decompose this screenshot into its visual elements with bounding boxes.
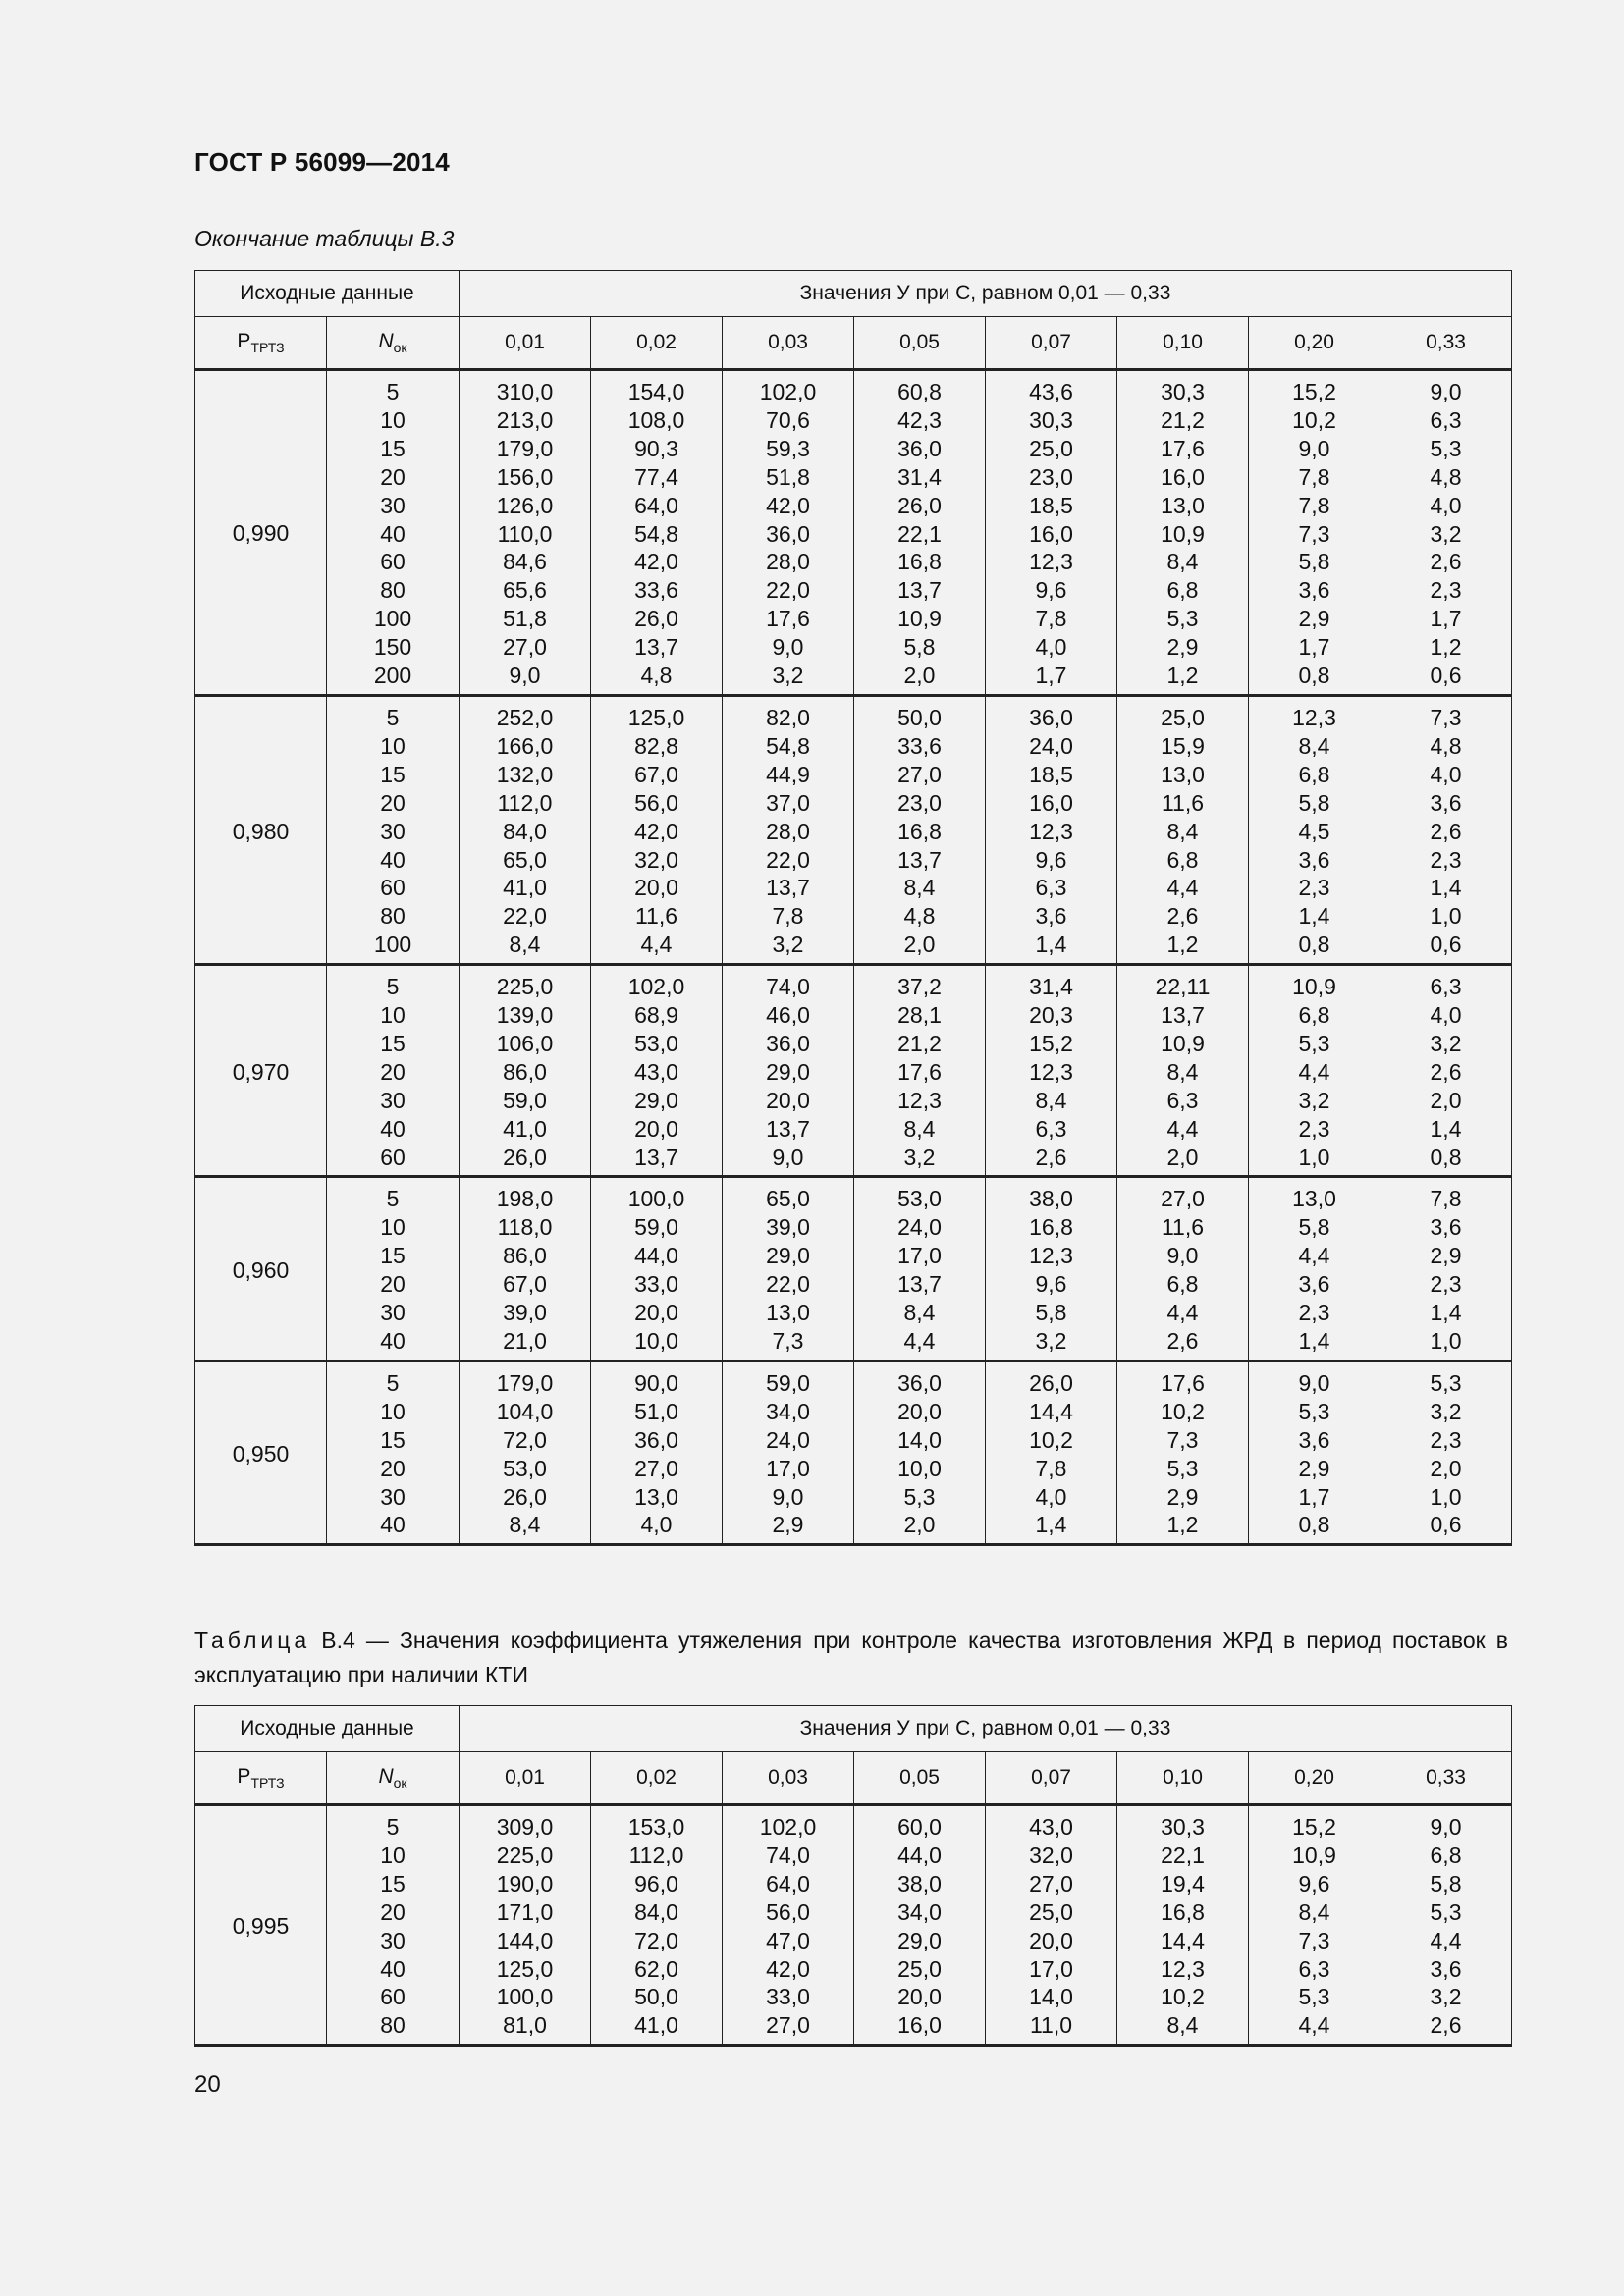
- table-row: [195, 695, 1512, 964]
- source-data-header: Исходные данные: [195, 271, 460, 317]
- value-cell: 153,0 112,0 96,0 84,0 72,0 62,0 50,0 41,0: [591, 1805, 723, 2046]
- value-cell: 225,0 139,0 106,0 86,0 59,0 41,0 26,0: [460, 965, 591, 1177]
- value-cell: 12,3 8,4 6,8 5,8 4,5 3,6 2,3 1,4 0,8: [1249, 695, 1380, 964]
- table-row: [195, 370, 1512, 696]
- page-number: 20: [194, 2071, 221, 2098]
- value-cell: 102,0 70,6 59,3 51,8 42,0 36,0 28,0 22,0 17,6 9,0 3,2: [723, 370, 854, 696]
- value-cell: 38,0 16,8 12,3 9,6 5,8 3,2: [986, 1177, 1117, 1361]
- p-column-header: $P_{ТРТЗ}$: [195, 317, 327, 370]
- n-values: 5 10 15 20 30 40 60: [327, 965, 460, 1177]
- value-cell: 43,0 32,0 27,0 25,0 20,0 17,0 14,0 11,0: [986, 1805, 1117, 2046]
- c-column-header: 0,10: [1117, 317, 1249, 370]
- c-column-header: 0,10: [1117, 1752, 1249, 1805]
- p-value: 0,970: [195, 965, 327, 1177]
- value-cell: 90,0 51,0 36,0 27,0 13,0 4,0: [591, 1361, 723, 1544]
- value-cell: 9,0 6,8 5,8 5,3 4,4 3,6 3,2 2,6: [1380, 1805, 1512, 2046]
- c-column-header: 0,20: [1249, 317, 1380, 370]
- table-b4: [194, 1705, 1512, 2047]
- c-column-header: 0,33: [1380, 1752, 1512, 1805]
- c-column-header: 0,03: [723, 317, 854, 370]
- value-cell: 6,3 4,0 3,2 2,6 2,0 1,4 0,8: [1380, 965, 1512, 1177]
- value-cell: 26,0 14,4 10,2 7,8 4,0 1,4: [986, 1361, 1117, 1544]
- value-cell: 10,9 6,8 5,3 4,4 3,2 2,3 1,0: [1249, 965, 1380, 1177]
- c-column-header: 0,02: [591, 317, 723, 370]
- value-cell: 25,0 15,9 13,0 11,6 8,4 6,8 4,4 2,6 1,2: [1117, 695, 1249, 964]
- value-cell: 36,0 20,0 14,0 10,0 5,3 2,0: [854, 1361, 986, 1544]
- c-column-header: 0,05: [854, 317, 986, 370]
- value-cell: 36,0 24,0 18,5 16,0 12,3 9,6 6,3 3,6 1,4: [986, 695, 1117, 964]
- c-column-header: 0,05: [854, 1752, 986, 1805]
- value-cell: 252,0 166,0 132,0 112,0 84,0 65,0 41,0 22,0 8,4: [460, 695, 591, 964]
- value-cell: 309,0 225,0 190,0 171,0 144,0 125,0 100,0 81,0: [460, 1805, 591, 2046]
- c-column-header: 0,07: [986, 317, 1117, 370]
- value-cell: 154,0 108,0 90,3 77,4 64,0 54,8 42,0 33,6 26,0 13,7 4,8: [591, 370, 723, 696]
- value-cell: 31,4 20,3 15,2 12,3 8,4 6,3 2,6: [986, 965, 1117, 1177]
- c-column-header: 0,02: [591, 1752, 723, 1805]
- c-column-header: 0,07: [986, 1752, 1117, 1805]
- n-column-header: $N_{ок}$: [327, 317, 460, 370]
- value-cell: 65,0 39,0 29,0 22,0 13,0 7,3: [723, 1177, 854, 1361]
- c-column-header: 0,03: [723, 1752, 854, 1805]
- value-cell: 310,0 213,0 179,0 156,0 126,0 110,0 84,6 65,6 51,8 27,0 9,0: [460, 370, 591, 696]
- value-cell: 125,0 82,8 67,0 56,0 42,0 32,0 20,0 11,6 4,4: [591, 695, 723, 964]
- value-cell: 179,0 104,0 72,0 53,0 26,0 8,4: [460, 1361, 591, 1544]
- n-values: 5 10 15 20 30 40 60 80 100 150 200: [327, 370, 460, 696]
- value-cell: 9,0 5,3 3,6 2,9 1,7 0,8: [1249, 1361, 1380, 1544]
- value-cell: 82,0 54,8 44,9 37,0 28,0 22,0 13,7 7,8 3,2: [723, 695, 854, 964]
- p-column-header: $P_{ТРТЗ}$: [195, 1752, 327, 1805]
- value-cell: 17,6 10,2 7,3 5,3 2,9 1,2: [1117, 1361, 1249, 1544]
- value-cell: 15,2 10,2 9,0 7,8 7,8 7,3 5,8 3,6 2,9 1,7 0,8: [1249, 370, 1380, 696]
- p-value: 0,990: [195, 370, 327, 696]
- value-cell: 30,3 22,1 19,4 16,8 14,4 12,3 10,2 8,4: [1117, 1805, 1249, 2046]
- table-row: [195, 1361, 1512, 1544]
- p-value: 0,950: [195, 1361, 327, 1544]
- p-value: 0,995: [195, 1805, 327, 2046]
- n-values: 5 10 15 20 30 40 60 80 100: [327, 695, 460, 964]
- value-cell: 59,0 34,0 24,0 17,0 9,0 2,9: [723, 1361, 854, 1544]
- value-cell: 22,11 13,7 10,9 8,4 6,3 4,4 2,0: [1117, 965, 1249, 1177]
- value-cell: 43,6 30,3 25,0 23,0 18,5 16,0 12,3 9,6 7,8 4,0 1,7: [986, 370, 1117, 696]
- c-column-header: 0,01: [460, 317, 591, 370]
- table-continuation-caption: Окончание таблицы В.3: [194, 226, 455, 251]
- p-value: 0,980: [195, 695, 327, 964]
- table-b4-caption: Таблица В.4 — Значения коэффициента утяжеления при контроле качества изготовления ЖРД в период поставок в эксплуатацию при наличии КТИ: [194, 1628, 1508, 1687]
- value-cell: 37,2 28,1 21,2 17,6 12,3 8,4 3,2: [854, 965, 986, 1177]
- value-cell: 60,0 44,0 38,0 34,0 29,0 25,0 20,0 16,0: [854, 1805, 986, 2046]
- value-cell: 102,0 68,9 53,0 43,0 29,0 20,0 13,7: [591, 965, 723, 1177]
- value-cell: 5,3 3,2 2,3 2,0 1,0 0,6: [1380, 1361, 1512, 1544]
- values-header: Значения У при С, равном 0,01 — 0,33: [460, 271, 1512, 317]
- value-cell: 7,8 3,6 2,9 2,3 1,4 1,0: [1380, 1177, 1512, 1361]
- value-cell: 7,3 4,8 4,0 3,6 2,6 2,3 1,4 1,0 0,6: [1380, 695, 1512, 964]
- value-cell: 9,0 6,3 5,3 4,8 4,0 3,2 2,6 2,3 1,7 1,2 0,6: [1380, 370, 1512, 696]
- c-column-header: 0,20: [1249, 1752, 1380, 1805]
- n-column-header: $N_{ок}$: [327, 1752, 460, 1805]
- n-values: 5 10 15 20 30 40 60 80: [327, 1805, 460, 2046]
- c-column-header: 0,01: [460, 1752, 591, 1805]
- source-data-header: Исходные данные: [195, 1706, 460, 1752]
- value-cell: 50,0 33,6 27,0 23,0 16,8 13,7 8,4 4,8 2,0: [854, 695, 986, 964]
- table-row: [195, 1177, 1512, 1361]
- n-values: 5 10 15 20 30 40: [327, 1361, 460, 1544]
- document-header: ГОСТ Р 56099—2014: [194, 147, 450, 177]
- values-header: Значения У при С, равном 0,01 — 0,33: [460, 1706, 1512, 1752]
- value-cell: 27,0 11,6 9,0 6,8 4,4 2,6: [1117, 1177, 1249, 1361]
- value-cell: 53,0 24,0 17,0 13,7 8,4 4,4: [854, 1177, 986, 1361]
- value-cell: 102,0 74,0 64,0 56,0 47,0 42,0 33,0 27,0: [723, 1805, 854, 2046]
- table-row: [195, 1805, 1512, 2046]
- value-cell: 15,2 10,9 9,6 8,4 7,3 6,3 5,3 4,4: [1249, 1805, 1380, 2046]
- value-cell: 30,3 21,2 17,6 16,0 13,0 10,9 8,4 6,8 5,3 2,9 1,2: [1117, 370, 1249, 696]
- value-cell: 13,0 5,8 4,4 3,6 2,3 1,4: [1249, 1177, 1380, 1361]
- table-b3: [194, 270, 1512, 1546]
- value-cell: 74,0 46,0 36,0 29,0 20,0 13,7 9,0: [723, 965, 854, 1177]
- value-cell: 60,8 42,3 36,0 31,4 26,0 22,1 16,8 13,7 10,9 5,8 2,0: [854, 370, 986, 696]
- n-values: 5 10 15 20 30 40: [327, 1177, 460, 1361]
- value-cell: 198,0 118,0 86,0 67,0 39,0 21,0: [460, 1177, 591, 1361]
- p-value: 0,960: [195, 1177, 327, 1361]
- value-cell: 100,0 59,0 44,0 33,0 20,0 10,0: [591, 1177, 723, 1361]
- table-row: [195, 965, 1512, 1177]
- c-column-header: 0,33: [1380, 317, 1512, 370]
